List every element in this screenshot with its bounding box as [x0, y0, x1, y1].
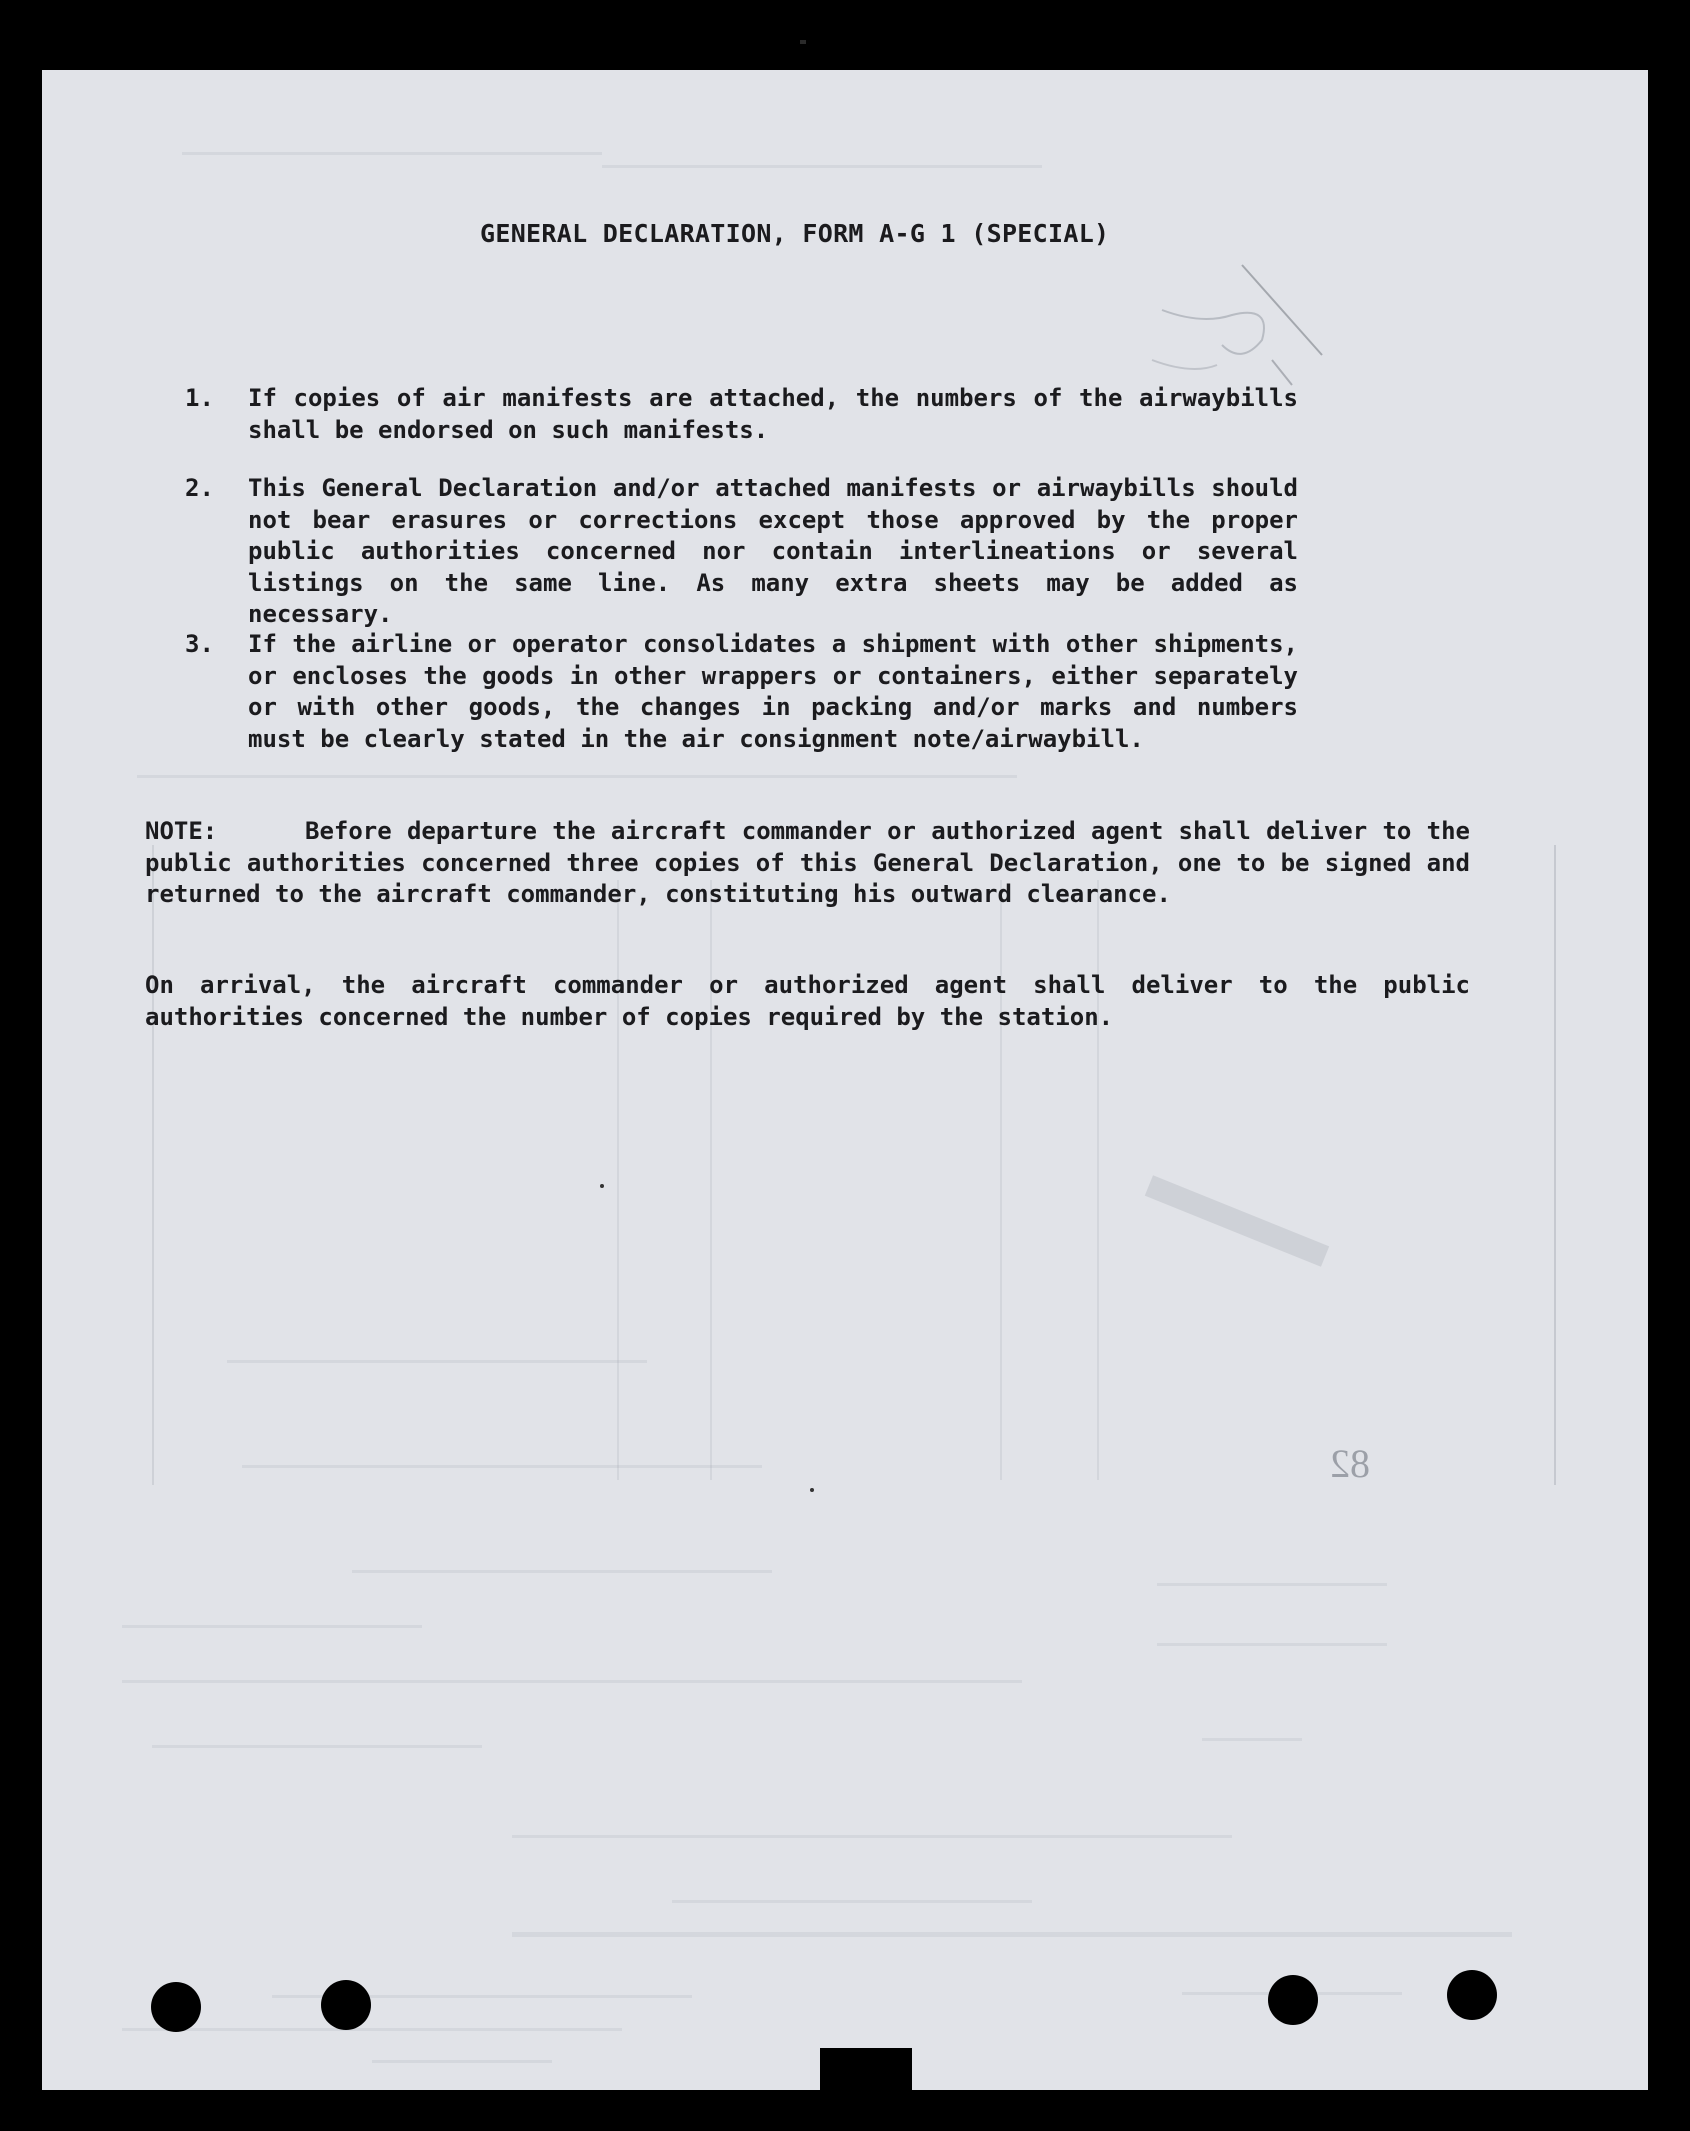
- bleed-through-text: [152, 1745, 482, 1748]
- bleed-through-text: [512, 1932, 1512, 1937]
- bleed-through-text: [672, 1900, 1032, 1903]
- document-title: GENERAL DECLARATION, FORM A-G 1 (SPECIAL): [480, 219, 1110, 248]
- bleed-through-text: [182, 152, 602, 155]
- speck: [600, 1184, 604, 1188]
- bleed-through-text: [137, 775, 1017, 778]
- bleed-through-text: [1157, 1643, 1387, 1646]
- document-page: [42, 70, 1648, 2090]
- arrival-paragraph: On arrival, the aircraft commander or authorized agent shall deliver to the public authorities concerned the number of copies required by the station.: [145, 971, 1470, 1031]
- list-item-number: 2.: [185, 474, 214, 502]
- scan-artifact: [800, 40, 806, 44]
- bleed-through-text: [122, 1680, 1022, 1683]
- bleed-through-text: [1202, 1738, 1302, 1741]
- note-label: NOTE:: [145, 817, 218, 845]
- bleed-through-text: [352, 1570, 772, 1573]
- binding-tab: [820, 2048, 912, 2096]
- list-item-text: If copies of air manifests are attached, the numbers of the airwaybills shall be endorsed on such manifests.: [248, 384, 1298, 444]
- list-item-number: 1.: [185, 384, 214, 412]
- note-text: Before departure the aircraft commander or authorized agent shall deliver to the public authorities concerned three copies of this General Declaration, one to be signed and returned to the aircraft commander, constituting his outward clearance.: [145, 817, 1470, 908]
- list-item-text: This General Declaration and/or attached manifests or airwaybills should not bear erasures or corrections except those approved by the proper public authorities concerned nor contain interlineations or several listings on the same line. As many extra sheets may be added as necessary.: [248, 474, 1298, 628]
- bleed-through-text: [227, 1360, 647, 1363]
- bleed-through-text: [122, 2028, 622, 2031]
- punch-hole: [151, 1982, 201, 2032]
- bleed-through-text: [372, 2060, 552, 2063]
- punch-hole: [1268, 1975, 1318, 2025]
- bleed-through-text: [122, 1625, 422, 1628]
- punch-hole: [1447, 1970, 1497, 2020]
- bleed-through-text: [242, 1465, 762, 1468]
- bleed-through-frame: [152, 845, 1556, 1485]
- bleed-through-page-number: 82: [1330, 1441, 1370, 1486]
- bleed-through-text: [1157, 1583, 1387, 1586]
- bleed-through-text: [512, 1835, 1232, 1838]
- speck: [810, 1488, 814, 1492]
- list-item-number: 3.: [185, 630, 214, 658]
- list-item-text: If the airline or operator consolidates a shipment with other shipments, or encloses the goods in other wrappers or containers, either separately or with other goods, the changes in packing and/or marks and numbers must be clearly stated in the air consignment note/airwaybill.: [248, 630, 1298, 753]
- bleed-through-text: [602, 165, 1042, 168]
- note-paragraph: [145, 816, 1470, 911]
- punch-hole: [321, 1980, 371, 2030]
